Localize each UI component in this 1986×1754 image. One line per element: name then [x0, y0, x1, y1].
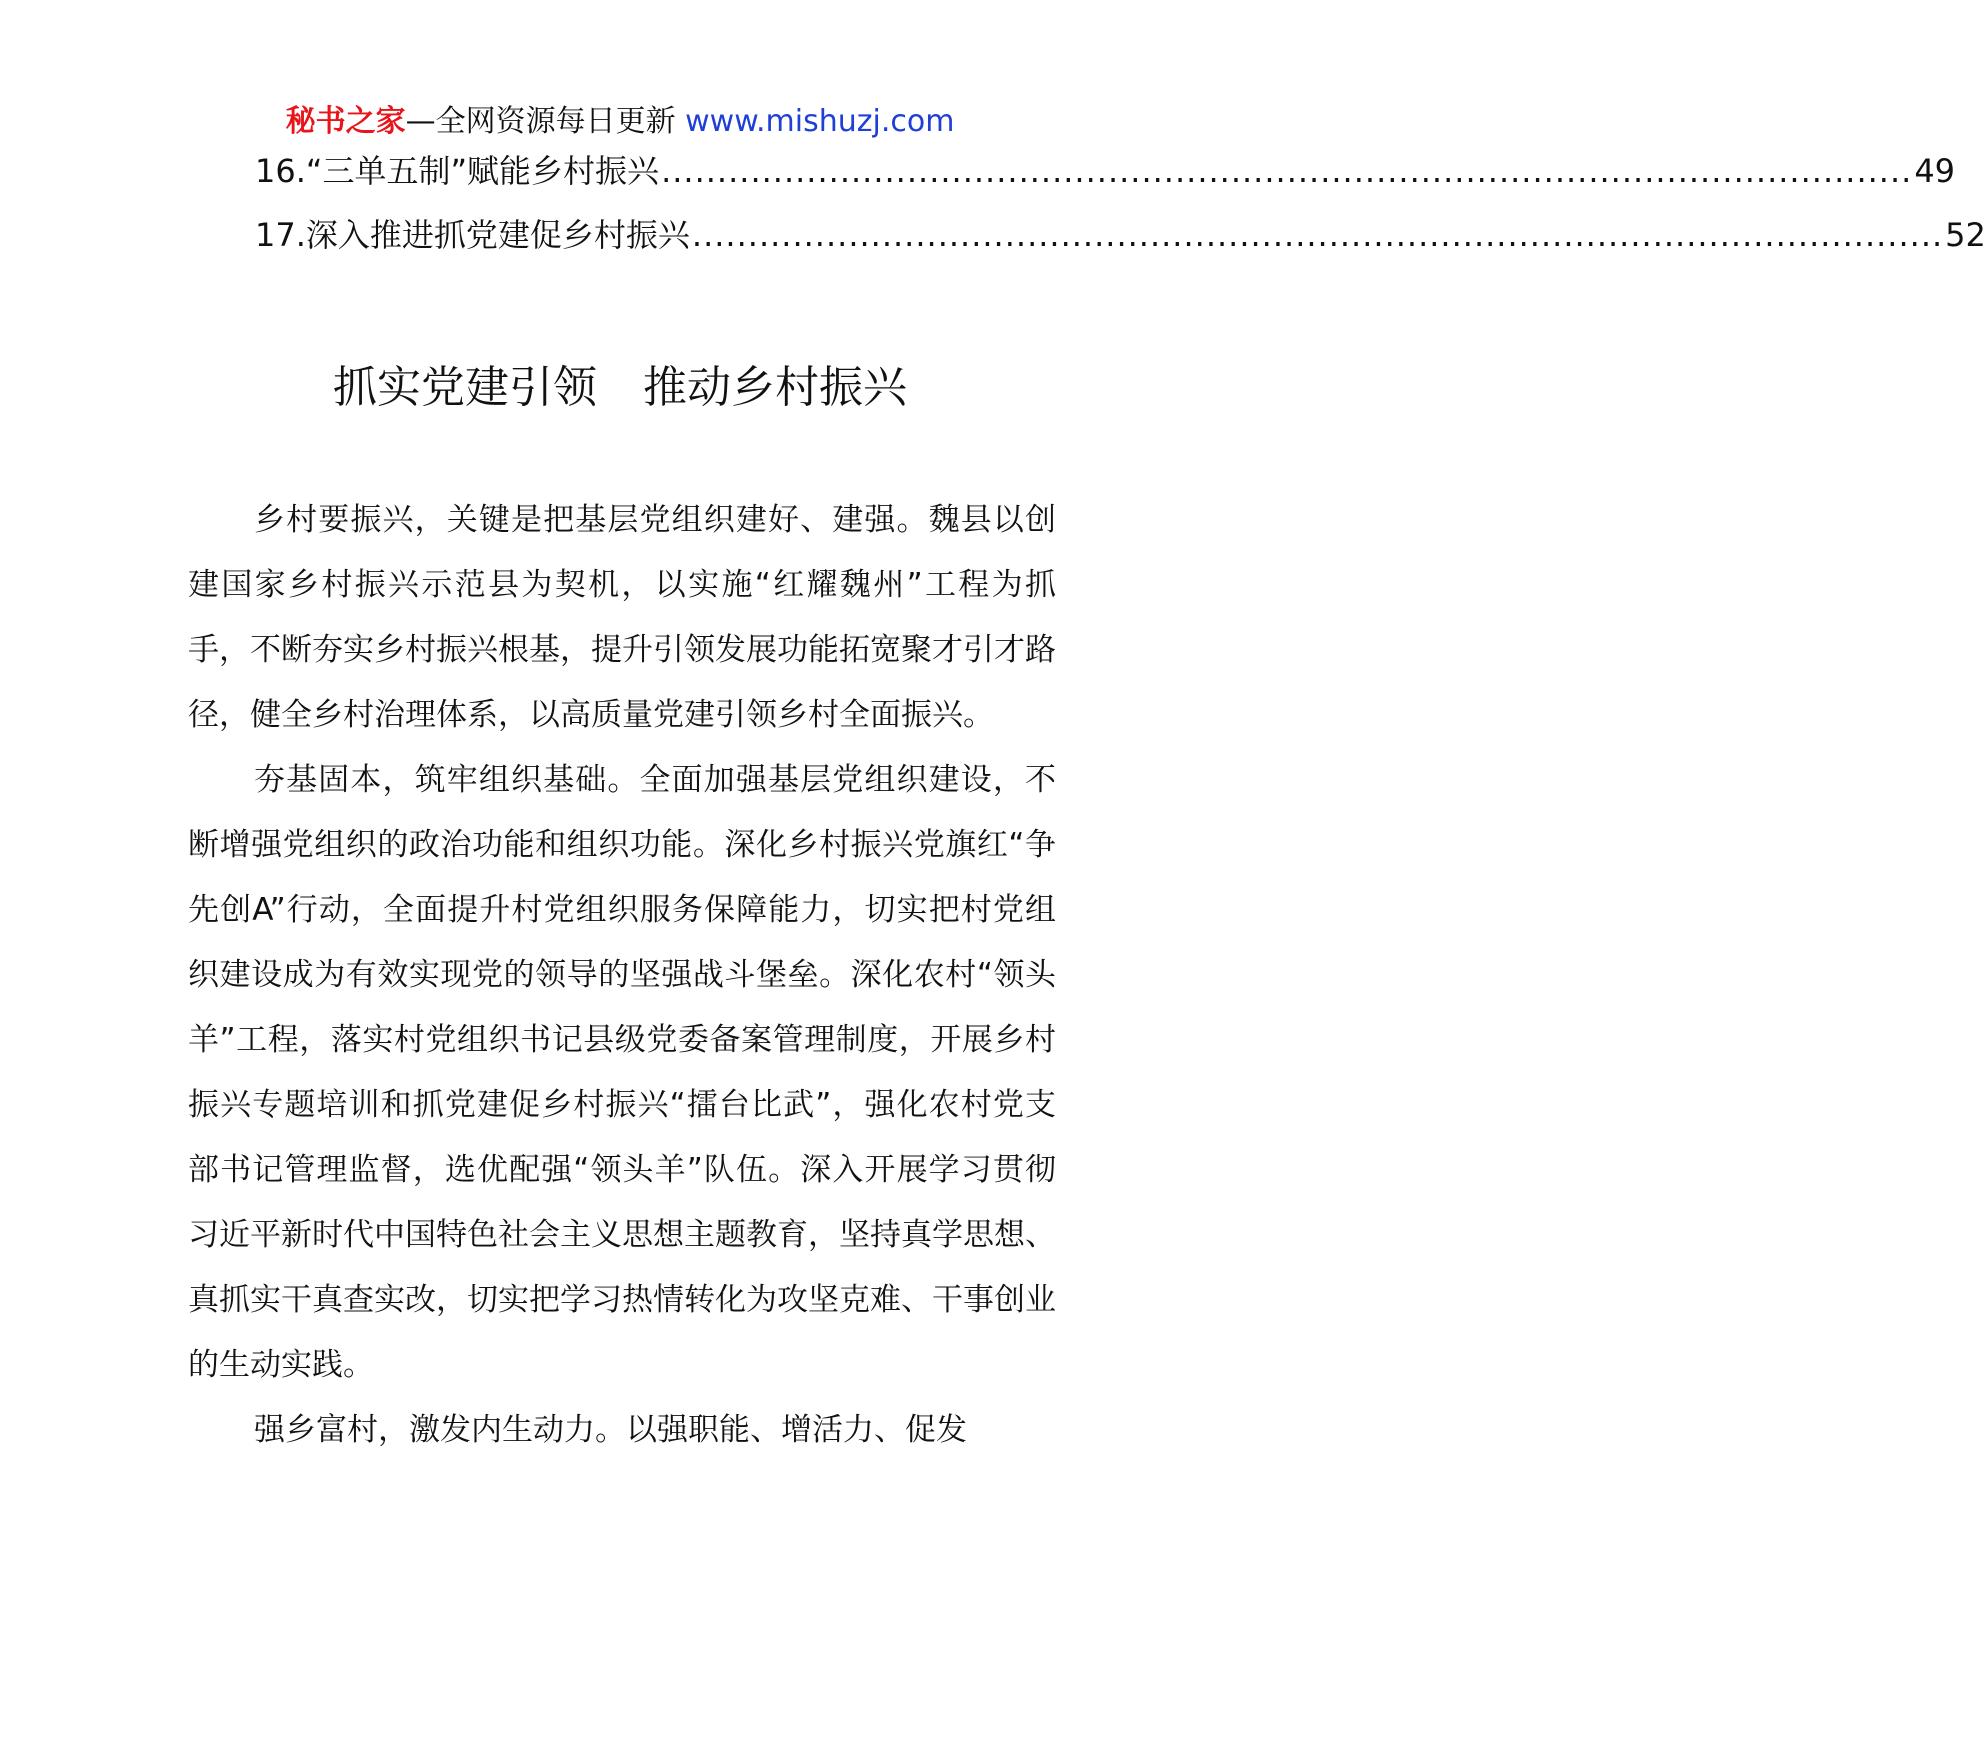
- body-paragraph: 夯基固本，筑牢组织基础。全面加强基层党组织建设，不断增强党组织的政治功能和组织功能。深化乡村振兴党旗红“争先创A”行动，全面提升村党组织服务保障能力，切实把村党组织建设成为有效实现党的领导的坚强战斗堡垒。深化农村“领头羊”工程，落实村党组织书记县级党委备案管理制度，开展乡村振兴专题培训和抓党建促乡村振兴“擂台比武”，强化农村党支部书记管理监督，选优配强“领头羊”队伍。深入开展学习贯彻习近平新时代中国特色社会主义思想主题教育，坚持真学思想、真抓实干真查实改，切实把学习热情转化为攻坚克难、干事创业的生动实践。: [188, 762, 1056, 1383]
- toc-leader-dots: ................................................................................................................: [661, 152, 1913, 190]
- brand-name: 秘书之家: [285, 104, 406, 139]
- toc-entry-page: 52: [1945, 216, 1986, 254]
- toc-entry[interactable]: [255, 210, 1986, 274]
- article-title-part1: 抓实党建引领: [333, 362, 597, 413]
- toc-entry-page: 49: [1914, 152, 1956, 190]
- toc-entry-title: 16.“三单五制”赋能乡村振兴: [255, 152, 660, 190]
- site-url-link[interactable]: www.mishuzj.com: [685, 104, 955, 139]
- toc-entry-title: 17.深入推进抓党建促乡村振兴: [255, 216, 690, 254]
- article-title: [0, 358, 1240, 418]
- watermark-header: [0, 100, 1240, 144]
- body-paragraph: 强乡富村，激发内生动力。以强职能、增活力、促发: [254, 1412, 967, 1448]
- table-of-contents: [255, 146, 1986, 274]
- article-body: [188, 488, 1056, 1463]
- toc-leader-dots: ................................................................................................................: [691, 216, 1944, 254]
- header-tagline: —全网资源每日更新: [405, 104, 676, 139]
- body-paragraph: 乡村要振兴，关键是把基层党组织建好、建强。魏县以创建国家乡村振兴示范县为契机，以实施“红耀魏州”工程为抓手，不断夯实乡村振兴根基，提升引领发展功能拓宽聚才引才路径，健全乡村治理体系，以高质量党建引领乡村全面振兴。: [188, 502, 1056, 733]
- article-title-part2: 推动乡村振兴: [643, 362, 907, 413]
- toc-entry[interactable]: [255, 146, 1956, 210]
